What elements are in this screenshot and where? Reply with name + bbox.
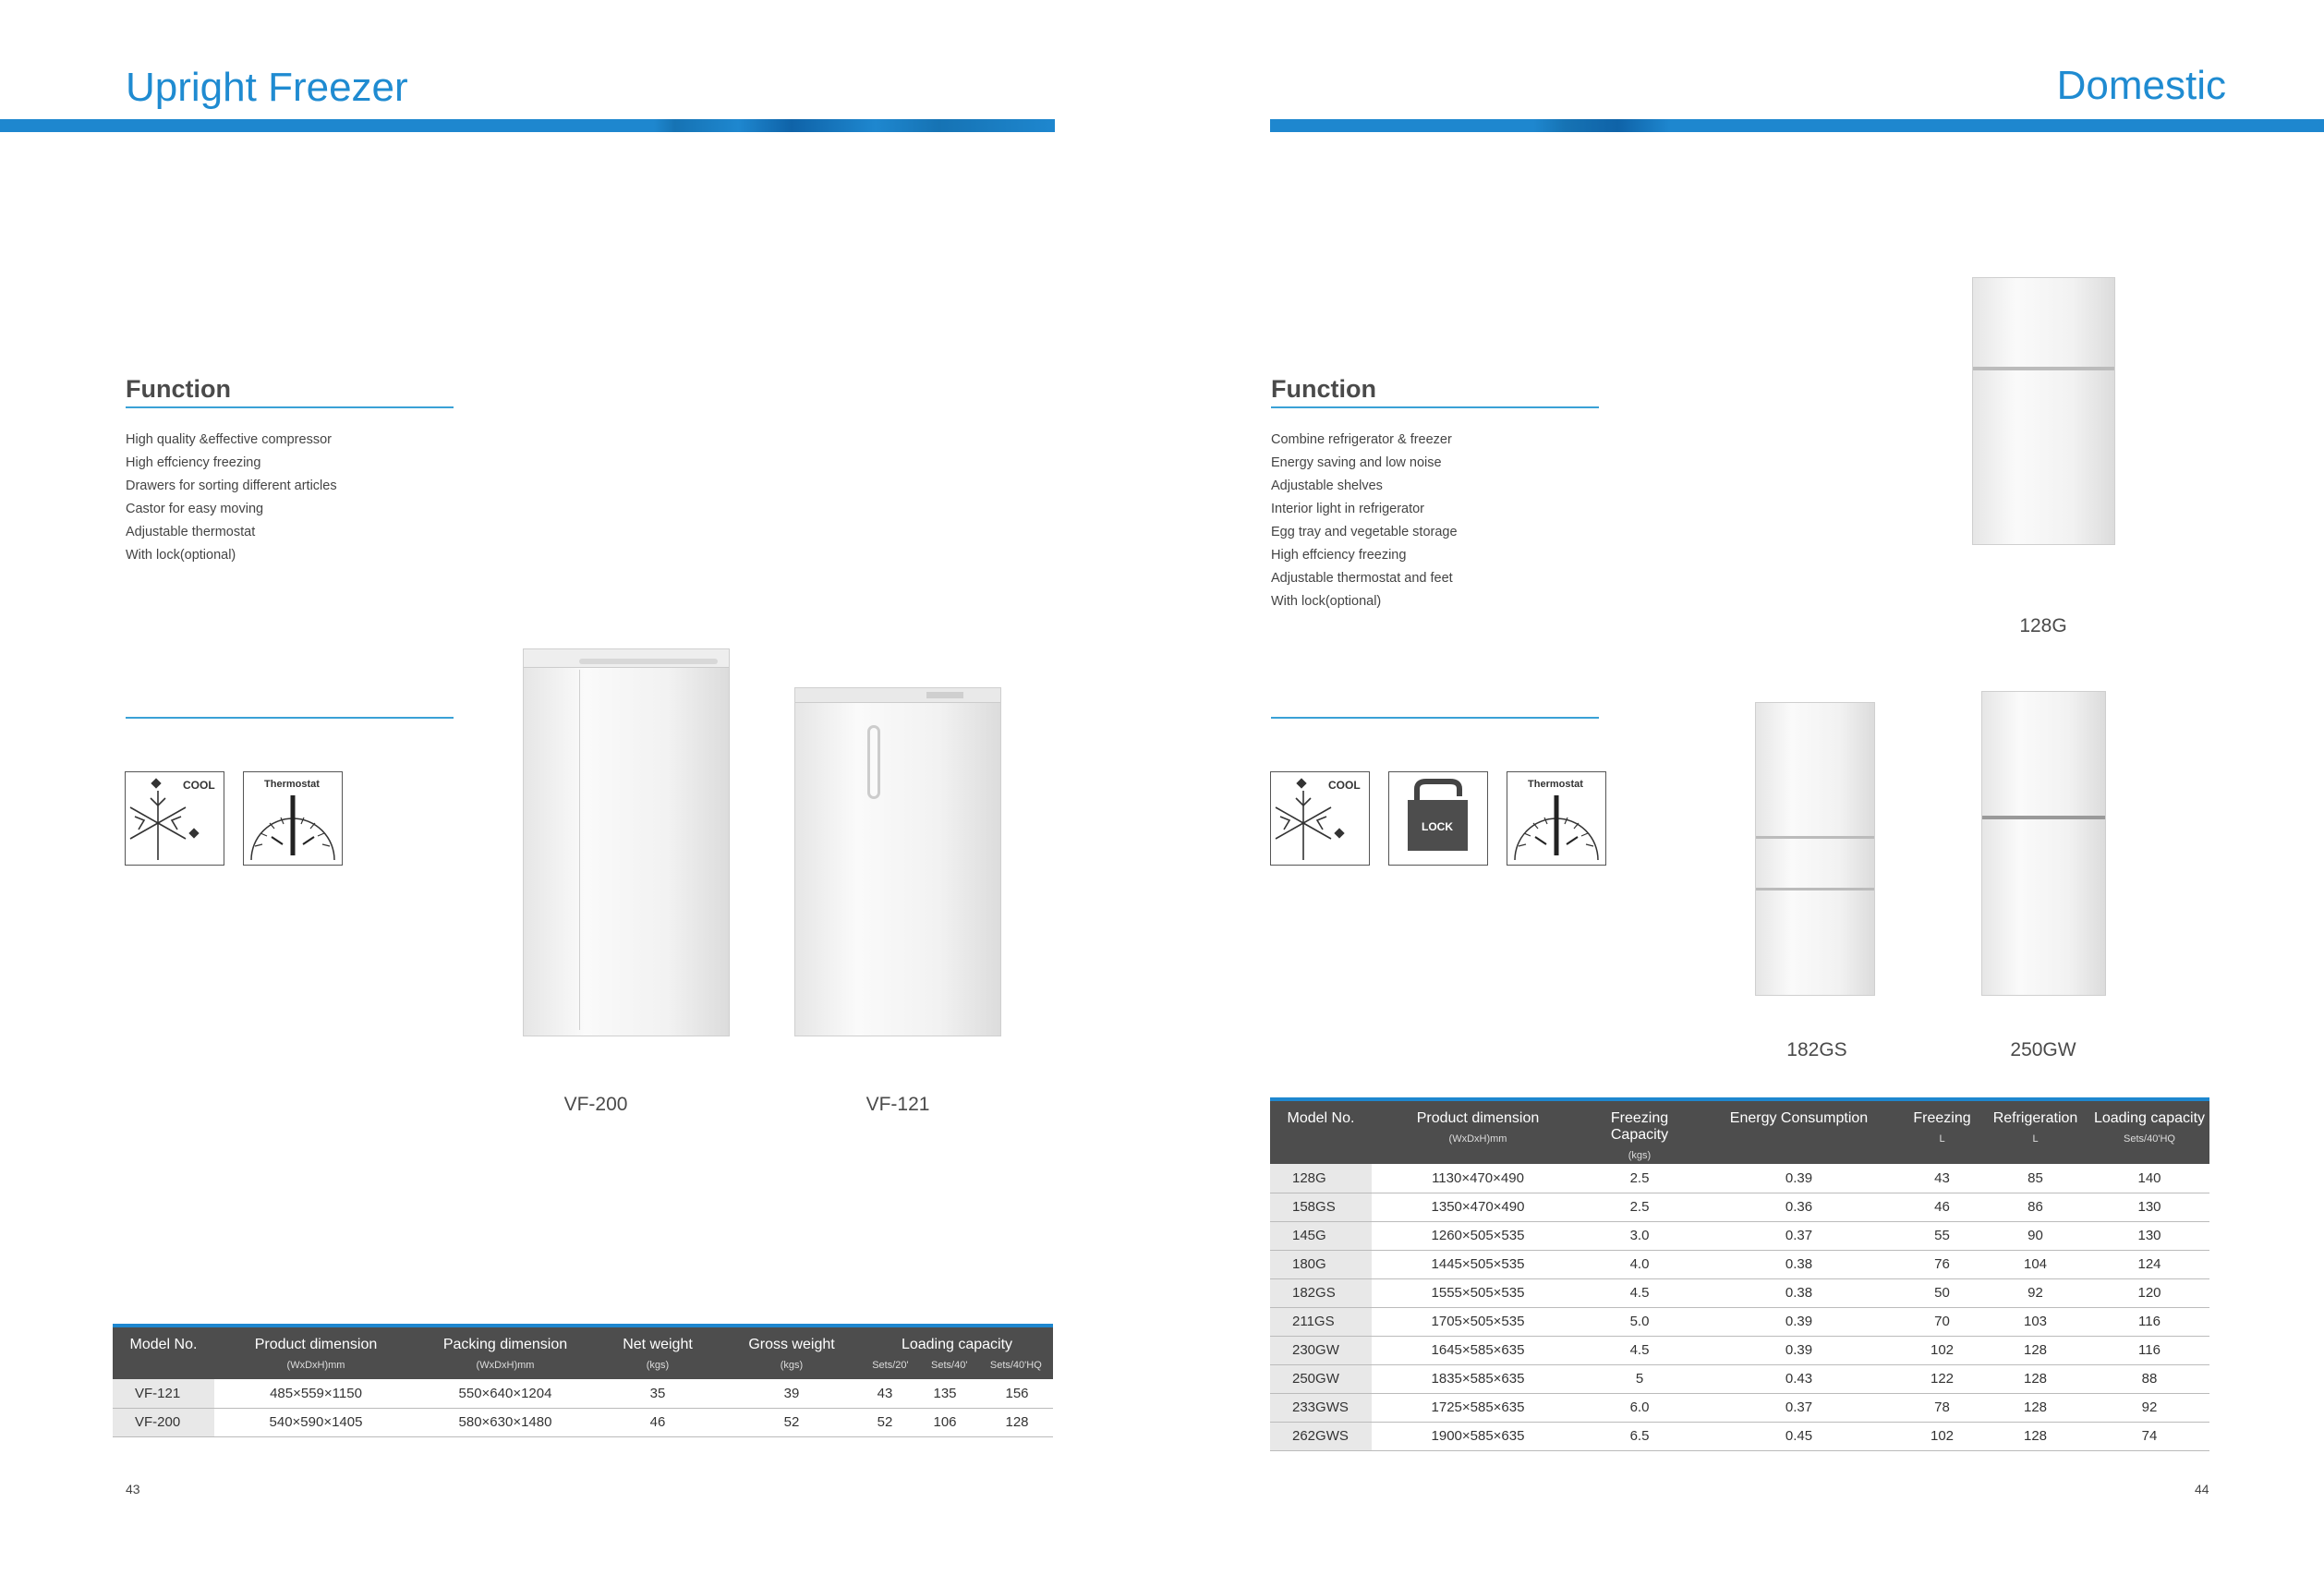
table-cell: 2.5 (1584, 1193, 1695, 1221)
table-cell: 5.0 (1584, 1307, 1695, 1336)
table-cell: 39 (722, 1379, 861, 1408)
col-header: Model No. (1287, 1110, 1355, 1126)
right-function-rule (1271, 406, 1599, 408)
cool-icon-label: COOL (183, 779, 215, 792)
table-cell: 5 (1584, 1364, 1695, 1393)
model-cell: 250GW (1270, 1364, 1372, 1393)
left-header-bar (0, 119, 1055, 132)
table-cell: 135 (909, 1379, 981, 1408)
cool-icon (1270, 771, 1370, 866)
table-cell: 128 (1981, 1336, 2089, 1364)
col-header: Refrigeration L (1992, 1110, 2078, 1145)
table-cell: 540×590×1405 (214, 1408, 418, 1436)
left-page-title: Upright Freezer (126, 65, 408, 110)
table-cell: 1445×505×535 (1372, 1250, 1584, 1278)
table-cell: 4.5 (1584, 1278, 1695, 1307)
250gw-image (1981, 691, 2106, 996)
col-header: Energy Consumption (1729, 1110, 1869, 1126)
col-header: Loading capacity Sets/40'HQ (2093, 1110, 2206, 1145)
table-cell: 92 (1981, 1278, 2089, 1307)
table-cell: 86 (1981, 1193, 2089, 1221)
table-cell: 116 (2089, 1307, 2209, 1336)
table-cell: 0.43 (1695, 1364, 1903, 1393)
table-cell: 0.39 (1695, 1164, 1903, 1193)
table-cell: 1725×585×635 (1372, 1393, 1584, 1422)
table-row (1270, 1221, 2209, 1250)
right-function-title: Function (1271, 375, 1376, 403)
cool-icon (125, 771, 224, 866)
table-cell: 55 (1903, 1221, 1981, 1250)
table-cell: 46 (1903, 1193, 1981, 1221)
table-cell: 0.38 (1695, 1250, 1903, 1278)
left-spec-table (113, 1327, 1053, 1437)
table-cell: 43 (1903, 1164, 1981, 1193)
model-cell: 182GS (1270, 1278, 1372, 1307)
table-row (113, 1408, 1053, 1436)
table-cell: 6.5 (1584, 1422, 1695, 1450)
thermostat-icon (243, 771, 343, 866)
table-cell: 102 (1903, 1422, 1981, 1450)
table-cell: 104 (1981, 1250, 2089, 1278)
table-row (1270, 1278, 2209, 1307)
table-row (1270, 1336, 2209, 1364)
function-item: Adjustable thermostat (126, 525, 256, 539)
table-row (1270, 1393, 2209, 1422)
model-cell: 180G (1270, 1250, 1372, 1278)
table-cell: 128 (1981, 1422, 2089, 1450)
table-cell: 140 (2089, 1164, 2209, 1193)
function-item: Egg tray and vegetable storage (1271, 525, 1458, 539)
250gw-caption: 250GW (2010, 1039, 2076, 1060)
function-item: Adjustable thermostat and feet (1271, 571, 1453, 586)
function-item: Interior light in refrigerator (1271, 502, 1425, 516)
table-cell: 88 (2089, 1364, 2209, 1393)
table-cell: 122 (1903, 1364, 1981, 1393)
vf-200-image (523, 648, 730, 1036)
table-cell: 0.38 (1695, 1278, 1903, 1307)
col-header: Loading capacity Sets/20' Sets/40' Sets/40'HQ (872, 1337, 1042, 1371)
model-cell: 233GWS (1270, 1393, 1372, 1422)
table-cell: 4.0 (1584, 1250, 1695, 1278)
table-cell: 130 (2089, 1193, 2209, 1221)
table-row (1270, 1364, 2209, 1393)
function-item: Castor for easy moving (126, 502, 264, 516)
128g-caption: 128G (2019, 615, 2067, 636)
function-item: Adjustable shelves (1271, 479, 1383, 493)
vf-121-caption: VF-121 (865, 1094, 930, 1115)
model-cell: 230GW (1270, 1336, 1372, 1364)
right-function-list (1271, 429, 1458, 613)
model-cell: 158GS (1270, 1193, 1372, 1221)
128g-image (1972, 277, 2115, 545)
table-cell: 6.0 (1584, 1393, 1695, 1422)
table-cell: 1835×585×635 (1372, 1364, 1584, 1393)
function-item: High quality &effective compressor (126, 432, 332, 447)
model-cell: 211GS (1270, 1307, 1372, 1336)
model-cell: VF-200 (113, 1408, 214, 1436)
table-cell: 43 (861, 1379, 909, 1408)
right-header-bar (1270, 119, 2324, 132)
table-row (1270, 1193, 2209, 1221)
function-item: With lock(optional) (126, 548, 236, 563)
model-cell: 145G (1270, 1221, 1372, 1250)
table-cell: 92 (2089, 1393, 2209, 1422)
left-function-title: Function (126, 375, 231, 403)
table-cell: 124 (2089, 1250, 2209, 1278)
table-cell: 46 (593, 1408, 722, 1436)
table-cell: 4.5 (1584, 1336, 1695, 1364)
model-cell: 128G (1270, 1164, 1372, 1193)
table-cell: 0.39 (1695, 1307, 1903, 1336)
lock-icon-label: LOCK (1422, 820, 1453, 833)
table-cell: 1645×585×635 (1372, 1336, 1584, 1364)
function-item: High effciency freezing (1271, 548, 1407, 563)
function-item: Energy saving and low noise (1271, 455, 1442, 470)
table-row (113, 1379, 1053, 1408)
table-cell: 485×559×1150 (214, 1379, 418, 1408)
table-row (1270, 1250, 2209, 1278)
col-header: Packing dimension (WxDxH)mm (442, 1337, 568, 1371)
col-header: Product dimension (WxDxH)mm (1416, 1110, 1540, 1145)
model-cell: VF-121 (113, 1379, 214, 1408)
table-cell: 1555×505×535 (1372, 1278, 1584, 1307)
table-cell: 580×630×1480 (418, 1408, 593, 1436)
table-cell: 3.0 (1584, 1221, 1695, 1250)
table-cell: 2.5 (1584, 1164, 1695, 1193)
left-page-number: 43 (126, 1482, 140, 1496)
table-cell: 120 (2089, 1278, 2209, 1307)
left-function-rule (126, 406, 454, 408)
thermostat-icon (1507, 771, 1606, 866)
table-cell: 74 (2089, 1422, 2209, 1450)
lock-icon (1388, 771, 1488, 866)
right-page-number: 44 (2195, 1482, 2209, 1496)
table-row (1270, 1307, 2209, 1336)
table-cell: 0.37 (1695, 1393, 1903, 1422)
table-cell: 550×640×1204 (418, 1379, 593, 1408)
table-cell: 50 (1903, 1278, 1981, 1307)
table-cell: 116 (2089, 1336, 2209, 1364)
table-cell: 76 (1903, 1250, 1981, 1278)
thermostat-icon-label: Thermostat (1528, 779, 1583, 790)
table-cell: 128 (981, 1408, 1053, 1436)
table-cell: 85 (1981, 1164, 2089, 1193)
vf-121-image (794, 687, 1001, 1036)
col-header: Product dimension (WxDxH)mm (254, 1337, 378, 1371)
table-cell: 102 (1903, 1336, 1981, 1364)
table-cell: 0.45 (1695, 1422, 1903, 1450)
cool-icon-label: COOL (1328, 779, 1361, 792)
table-cell: 1705×505×535 (1372, 1307, 1584, 1336)
table-cell: 70 (1903, 1307, 1981, 1336)
table-cell: 90 (1981, 1221, 2089, 1250)
table-cell: 0.36 (1695, 1193, 1903, 1221)
182gs-caption: 182GS (1786, 1039, 1847, 1060)
table-cell: 156 (981, 1379, 1053, 1408)
right-icons-rule (1271, 717, 1599, 719)
table-cell: 1900×585×635 (1372, 1422, 1584, 1450)
table-cell: 128 (1981, 1393, 2089, 1422)
table-cell: 1350×470×490 (1372, 1193, 1584, 1221)
right-page-title: Domestic (2056, 63, 2226, 108)
function-item: High effciency freezing (126, 455, 261, 470)
table-row (1270, 1422, 2209, 1450)
col-header: Model No. (129, 1337, 198, 1352)
table-cell: 52 (861, 1408, 909, 1436)
vf-200-caption: VF-200 (563, 1094, 628, 1115)
function-item: Combine refrigerator & freezer (1271, 432, 1452, 447)
model-cell: 262GWS (1270, 1422, 1372, 1450)
182gs-image (1755, 702, 1875, 996)
function-item: With lock(optional) (1271, 594, 1382, 609)
table-row (1270, 1164, 2209, 1193)
right-spec-table (1270, 1101, 2209, 1451)
table-cell: 103 (1981, 1307, 2089, 1336)
table-cell: 78 (1903, 1393, 1981, 1422)
table-cell: 52 (722, 1408, 861, 1436)
table-cell: 0.39 (1695, 1336, 1903, 1364)
table-cell: 106 (909, 1408, 981, 1436)
col-header: Freezing Capacity (kgs) (1610, 1110, 1669, 1161)
thermostat-icon-label: Thermostat (264, 779, 320, 790)
function-item: Drawers for sorting different articles (126, 479, 337, 493)
col-header: Gross weight (kgs) (748, 1337, 835, 1371)
table-cell: 128 (1981, 1364, 2089, 1393)
col-header: Freezing L (1913, 1110, 1971, 1145)
table-cell: 0.37 (1695, 1221, 1903, 1250)
left-icons-rule (126, 717, 454, 719)
table-cell: 1260×505×535 (1372, 1221, 1584, 1250)
col-header: Net weight (kgs) (623, 1337, 693, 1371)
table-cell: 35 (593, 1379, 722, 1408)
left-function-list (126, 429, 337, 567)
table-cell: 1130×470×490 (1372, 1164, 1584, 1193)
table-cell: 130 (2089, 1221, 2209, 1250)
